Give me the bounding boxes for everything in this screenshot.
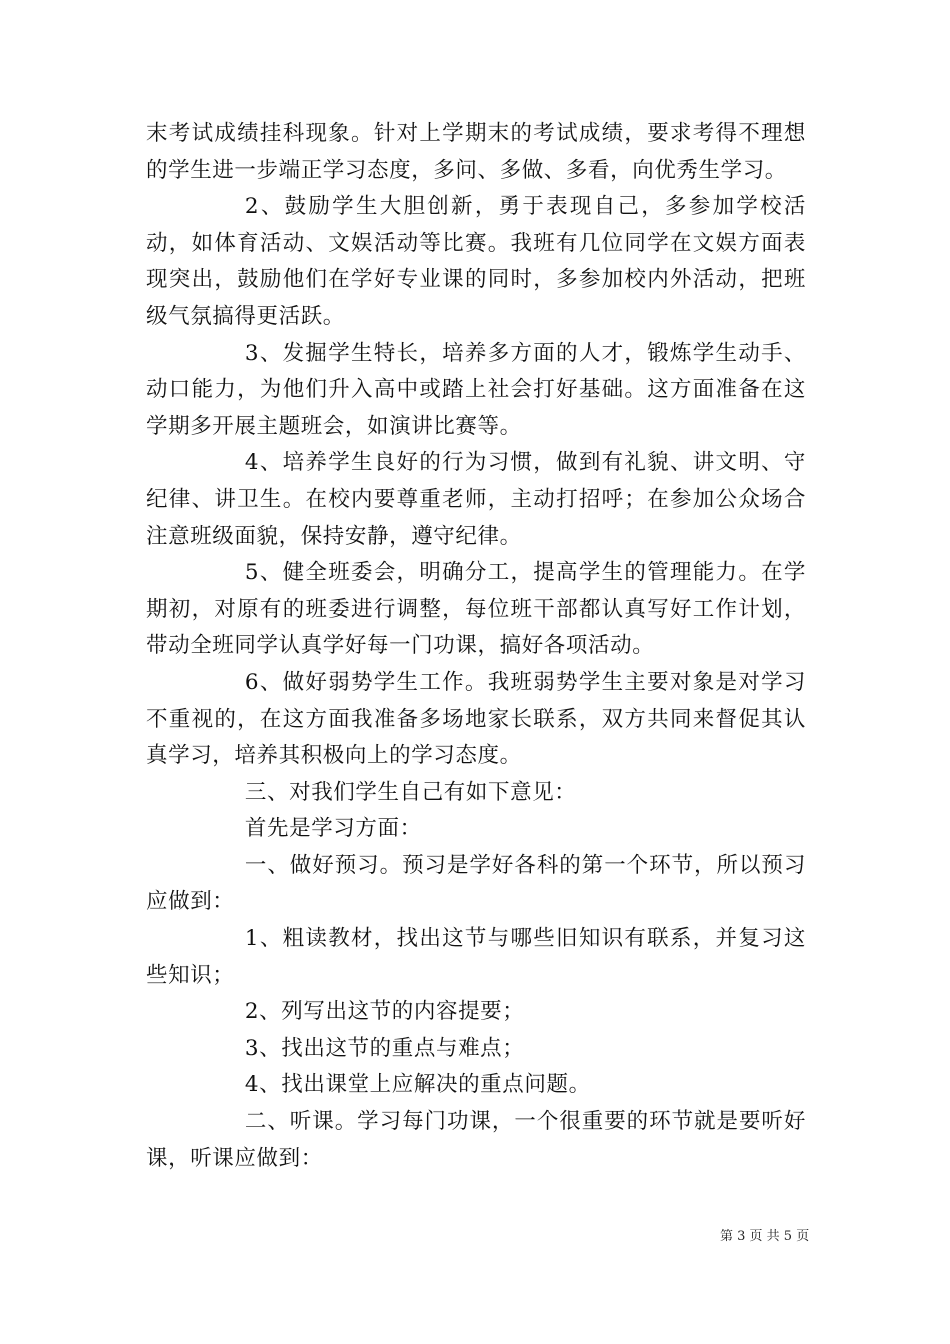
page-number-footer: 第 3 页 共 5 页 bbox=[720, 1229, 810, 1244]
section-heading-3: 三、对我们学生自己有如下意见： bbox=[244, 779, 577, 805]
subheading-study: 首先是学习方面： bbox=[244, 816, 422, 842]
paragraph-item-6: 6、做好弱势学生工作。我班弱势学生主要对象是对学习不重视的，在这方面我准备多场地家长联系，双方共同来督促其认真学习，培养其积极向上的学习态度。 bbox=[146, 669, 806, 769]
paragraph-preview: 一、做好预习。预习是学好各科的第一个环节，所以预习应做到： bbox=[146, 852, 806, 915]
list-item-preview-3: 3、找出这节的重点与难点； bbox=[244, 1035, 525, 1061]
document-body bbox=[146, 116, 806, 1177]
list-item-preview-2: 2、列写出这节的内容提要； bbox=[244, 999, 525, 1025]
paragraph-exam-continuation: 末考试成绩挂科现象。针对上学期末的考试成绩，要求考得不理想的学生进一步端正学习态度，多问、多做、多看，向优秀生学习。 bbox=[146, 121, 806, 183]
paragraph-item-3: 3、发掘学生特长，培养多方面的人才，锻炼学生动手、动口能力，为他们升入高中或踏上社会打好基础。这方面准备在这学期多开展主题班会，如演讲比赛等。 bbox=[146, 340, 806, 439]
paragraph-listening: 二、听课。学习每门功课，一个很重要的环节就是要听好课，听课应做到： bbox=[146, 1109, 806, 1171]
paragraph-item-5: 5、健全班委会，明确分工，提高学生的管理能力。在学期初，对原有的班委进行调整，每位班干部都认真写好工作计划，带动全班同学认真学好每一门功课，搞好各项活动。 bbox=[146, 560, 806, 659]
list-item-preview-1: 1、粗读教材，找出这节与哪些旧知识有联系，并复习这些知识； bbox=[146, 926, 806, 988]
list-item-preview-4: 4、找出课堂上应解决的重点问题。 bbox=[244, 1072, 591, 1098]
paragraph-item-2: 2、鼓励学生大胆创新，勇于表现自己，多参加学校活动，如体育活动、文娱活动等比赛。我班有几位同学在文娱方面表现突出，鼓励他们在学好专业课的同时，多参加校内外活动，把班级气氛搞得更活跃。 bbox=[146, 194, 806, 329]
paragraph-item-4: 4、培养学生良好的行为习惯，做到有礼貌、讲文明、守纪律、讲卫生。在校内要尊重老师，主动打招呼；在参加公众场合注意班级面貌，保持安静，遵守纪律。 bbox=[146, 450, 806, 549]
